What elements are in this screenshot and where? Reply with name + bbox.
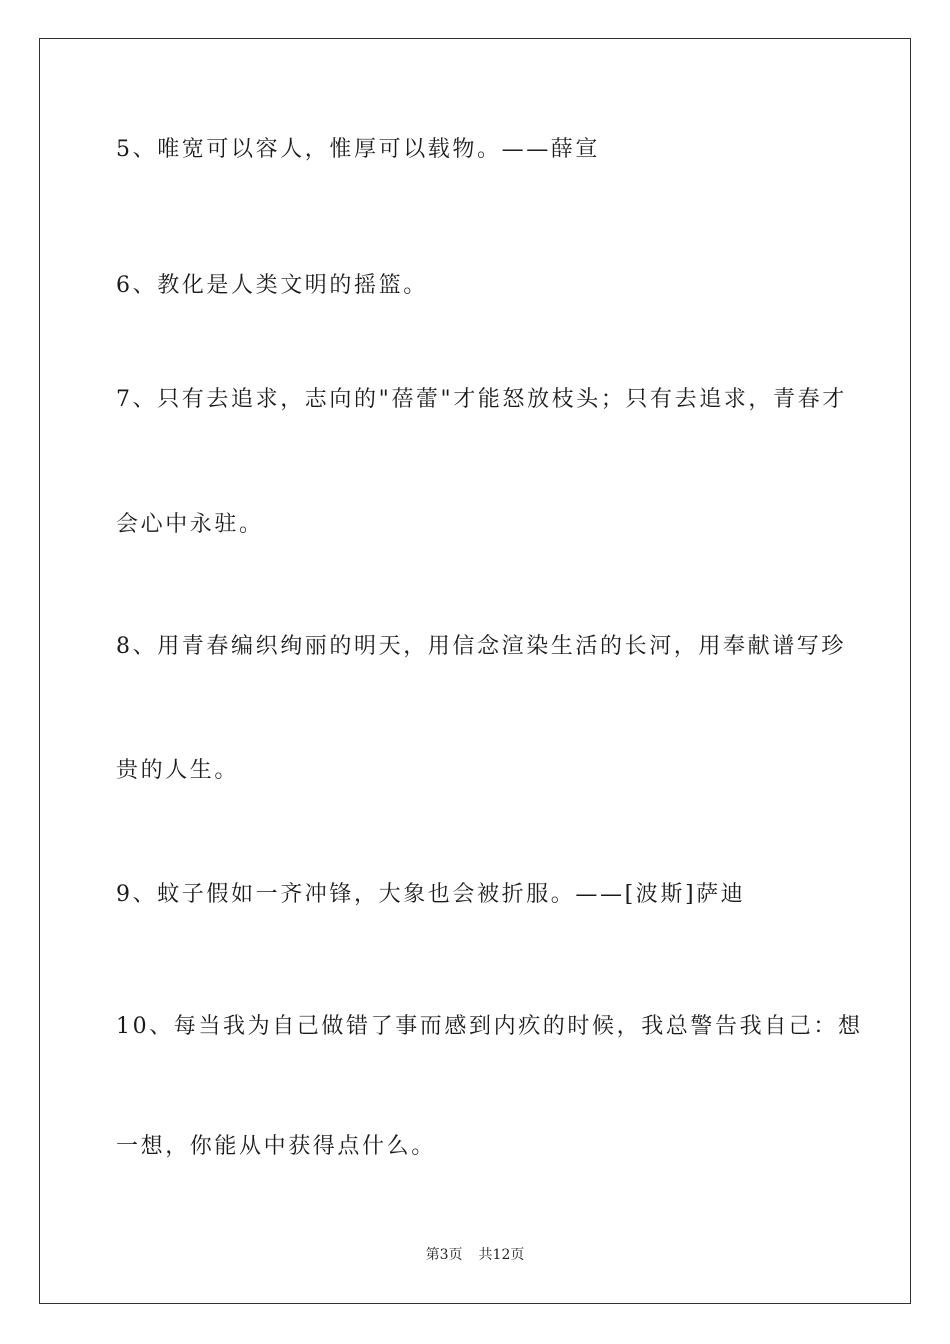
quote-7-line-1: 7、只有去追求，志向的"蓓蕾"才能怒放枝头；只有去追求，青春才 [116,387,847,412]
quote-9-line: 9、蚊子假如一齐冲锋，大象也会被折服。——[波斯]萨迪 [116,882,746,907]
page-number: 第3页 [425,1247,463,1263]
page-frame [39,38,911,1304]
quote-10-line-1: 10、每当我为自己做错了事而感到内疚的时候，我总警告我自己：想 [116,1014,863,1039]
total-pages: 共12页 [478,1247,525,1263]
quote-8-line-2: 贵的人生。 [116,758,240,783]
page-footer [0,1246,950,1264]
quote-6-line: 6、教化是人类文明的摇篮。 [116,273,428,298]
quote-7-line-2: 会心中永驻。 [116,512,264,537]
quote-5-line: 5、唯宽可以容人，惟厚可以载物。——薛宣 [116,137,600,162]
quote-10-line-2: 一想，你能从中获得点什么。 [116,1134,436,1159]
quote-8-line-1: 8、用青春编织绚丽的明天，用信念渲染生活的长河，用奉献谱写珍 [116,634,846,659]
